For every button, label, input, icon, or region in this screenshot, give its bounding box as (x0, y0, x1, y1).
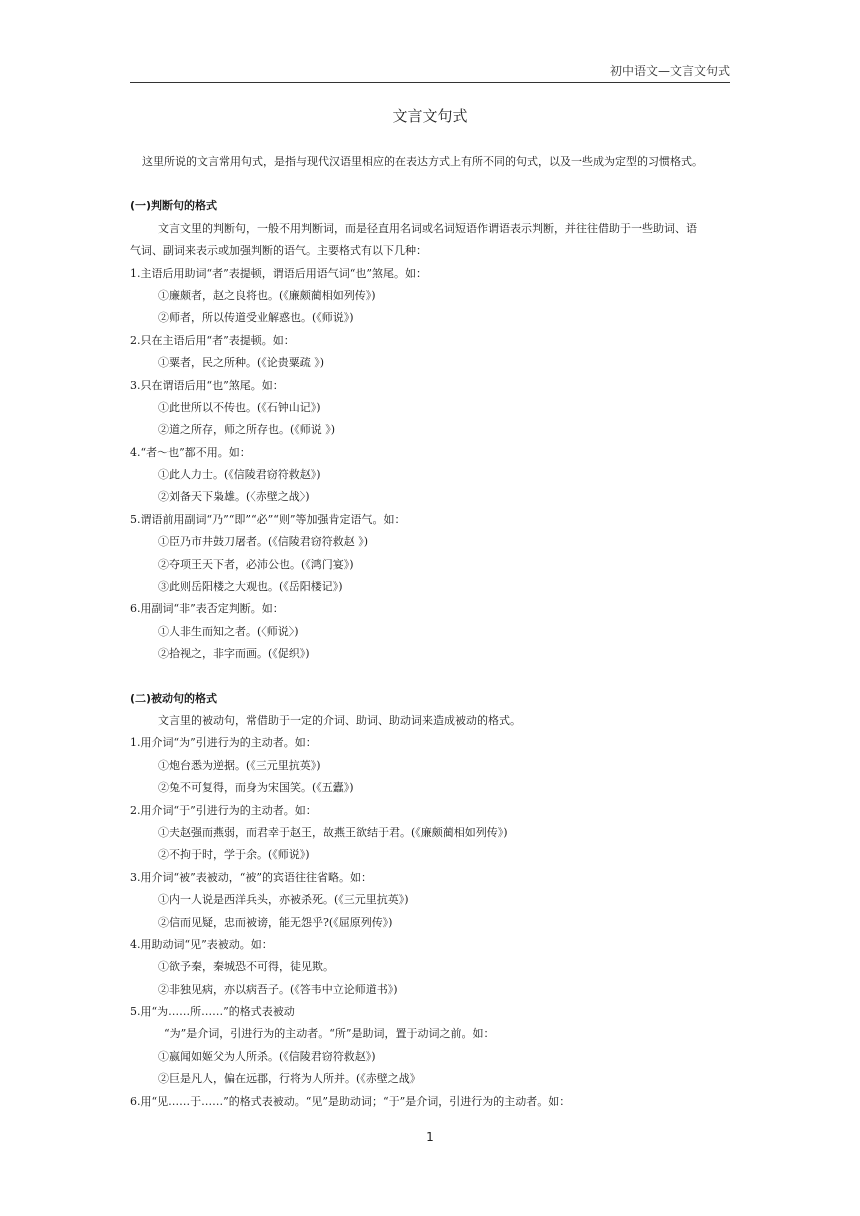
example-sentence: ③此则岳阳楼之大观也。(《岳阳楼记》) (158, 580, 343, 594)
rule-item: 3.用介词“被”表被动，“被”的宾语往往省略。如： (130, 870, 372, 884)
example-sentence: ①此世所以不传也。(《石钟山记》) (158, 400, 321, 414)
example-sentence: ①廉颇者，赵之良将也。(《廉颇蔺相如列传》) (158, 288, 376, 302)
rule-item: 5.谓语前用副词“乃”“即”“必”“则”等加强肯定语气。如： (130, 512, 406, 526)
rule-item: 6.用副词“非”表否定判断。如： (130, 602, 284, 616)
rule-item: 2.只在主语后用“者”表提顿。如： (130, 333, 295, 347)
page-header (130, 62, 730, 83)
example-sentence: ②非独见病，亦以病吾子。(《答韦中立论师道书》) (158, 982, 398, 996)
example-sentence: ②道之所存，师之所存也。(《师说 》) (158, 423, 336, 437)
section-paragraph: 文言文里的判断句，一般不用判断词，而是径直用名词或名词短语作谓语表示判断，并往往借助于一些助词、语 (158, 221, 697, 235)
example-sentence: ②信而见疑，忠而被谤，能无怨乎?(《屈原列传》) (158, 915, 393, 929)
example-sentence: ②兔不可复得，而身为宋国笑。(《五蠹》) (158, 781, 354, 795)
section-heading-judgment: (一)判断句的格式 (130, 199, 218, 213)
section-heading-passive: (二)被动句的格式 (130, 691, 218, 705)
section-paragraph: 气词、副词来表示或加强判断的语气。主要格式有以下几种： (130, 244, 427, 258)
spacer (130, 666, 730, 688)
example-sentence: ①内一人说是西洋兵头，亦被杀死。(《三元里抗英》) (158, 893, 409, 907)
example-sentence: ①此人力士。(《信陵君窃符救赵》) (158, 468, 321, 482)
intro-paragraph: 这里所说的文言常用句式，是指与现代汉语里相应的在表达方式上有所不同的句式，以及一些成为定型的习惯格式。 (142, 155, 703, 168)
document-title: 文言文句式 (392, 107, 468, 125)
section-paragraph: 文言里的被动句，常借助于一定的介词、助词、助动词来造成被动的格式。 (158, 713, 521, 727)
header-text: 初中语文—文言文句式 (609, 64, 730, 78)
rule-note: “为”是介词，引进行为的主动者。“所”是助词，置于动词之前。如： (164, 1027, 495, 1041)
spacer (130, 173, 730, 195)
rule-item: 5.用“为……所……”的格式表被动 (130, 1005, 295, 1019)
example-sentence: ②拾视之，非字而画。(《促织》) (158, 647, 310, 661)
example-sentence: ①炮台悉为逆据。(《三元里抗英》) (158, 758, 321, 772)
example-sentence: ①臣乃市井鼓刀屠者。(《信陵君窃符救赵 》) (158, 535, 369, 549)
rule-item: 6.用“见……于……”的格式表被动。“见”是助动词；“于”是介词，引进行为的主动者。如： (130, 1094, 571, 1108)
rule-item: 1.主语后用助词“者”表提顿，谓语后用语气词“也”煞尾。如： (130, 266, 427, 280)
example-sentence: ①夫赵强而燕弱，而君幸于赵王，故燕王欲结于君。(《廉颇蔺相如列传》) (158, 825, 508, 839)
rule-item: 2.用介词“于”引进行为的主动者。如： (130, 803, 317, 817)
rule-item: 1.用介词“为”引进行为的主动者。如： (130, 736, 317, 750)
rule-item: 3.只在谓语后用“也”煞尾。如： (130, 378, 284, 392)
page-number: 1 (426, 1130, 434, 1144)
example-sentence: ②不拘于时，学于余。(《师说》) (158, 848, 310, 862)
example-sentence: ②刘备天下枭雄。(〈赤壁之战〉) (158, 490, 310, 504)
rule-item: 4.用助动词“见”表被动。如： (130, 937, 273, 951)
example-sentence: ②夺项王天下者，必沛公也。(《鸿门宴》) (158, 557, 354, 571)
example-sentence: ①欲予秦，秦城恐不可得，徒见欺。 (158, 960, 334, 974)
example-sentence: ②师者，所以传道受业解惑也。(《师说》) (158, 311, 354, 325)
example-sentence: ①嬴闻如姬父为人所杀。(《信陵君窃符救赵》) (158, 1049, 376, 1063)
example-sentence: ①人非生而知之者。(〈师说〉) (158, 624, 299, 638)
document-body (130, 151, 730, 1113)
example-sentence: ②巨是凡人，偏在远郡，行将为人所并。(《赤壁之战》 (158, 1072, 421, 1086)
example-sentence: ①粟者，民之所种。(《论贵粟疏 》) (158, 356, 325, 370)
rule-item: 4.“者～也”都不用。如： (130, 445, 251, 459)
